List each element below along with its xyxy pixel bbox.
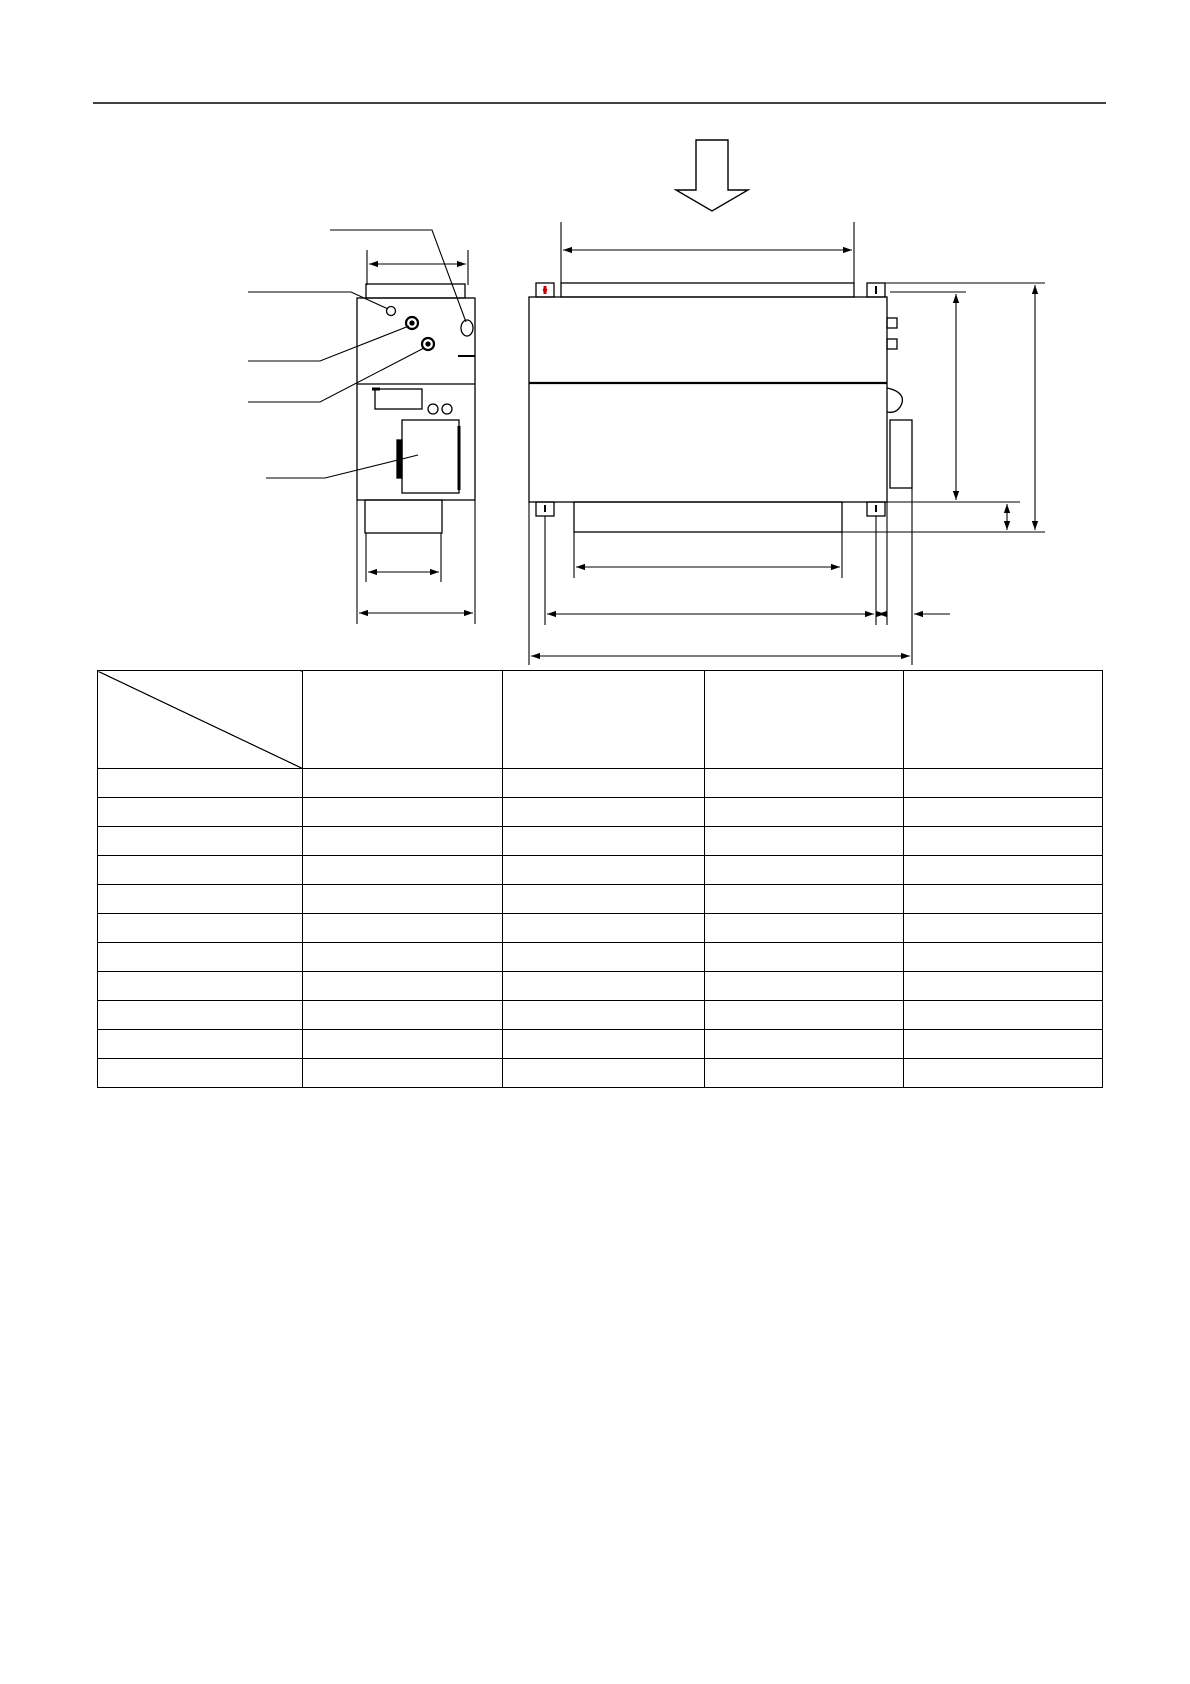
front-bottom-flange xyxy=(574,502,842,532)
front-dimensions xyxy=(529,222,1045,665)
table-cell xyxy=(904,885,1103,914)
table-cell xyxy=(503,827,705,856)
table-cell xyxy=(503,943,705,972)
table-cell xyxy=(904,769,1103,798)
header-corner-cell xyxy=(98,671,303,769)
table-cell xyxy=(904,943,1103,972)
table-cell xyxy=(303,827,503,856)
table-cell xyxy=(303,769,503,798)
front-view xyxy=(529,283,912,532)
table-cell xyxy=(303,856,503,885)
table-cell xyxy=(98,1001,303,1030)
table-cell xyxy=(303,972,503,1001)
side-bottom-flange xyxy=(365,500,442,533)
table-cell xyxy=(705,914,904,943)
vent-port-icon xyxy=(387,307,396,316)
table-cell xyxy=(98,1059,303,1088)
table-row xyxy=(98,827,1103,856)
table-cell xyxy=(904,972,1103,1001)
leader-gas-pipe xyxy=(248,348,424,402)
liquid-pipe-connection-icon xyxy=(406,317,418,329)
table-cell xyxy=(303,885,503,914)
table-cell xyxy=(303,1059,503,1088)
table-cell xyxy=(705,798,904,827)
table-cell xyxy=(904,1059,1103,1088)
indicator-1 xyxy=(428,404,438,414)
front-top-flange xyxy=(561,283,854,297)
table-cell xyxy=(303,914,503,943)
table-cell xyxy=(705,856,904,885)
table-cell xyxy=(904,856,1103,885)
table-cell xyxy=(705,1059,904,1088)
table-cell xyxy=(503,885,705,914)
table-cell xyxy=(303,798,503,827)
table-cell xyxy=(904,1001,1103,1030)
technical-drawing xyxy=(0,0,1190,670)
pipe-fitting-lower xyxy=(887,339,897,349)
table-cell xyxy=(303,1001,503,1030)
hanger-bracket-bottom-left xyxy=(536,502,554,516)
table-cell xyxy=(503,972,705,1001)
hanger-bracket-bottom-right xyxy=(867,502,885,516)
leader-vent-port xyxy=(248,292,388,309)
table-header-row xyxy=(98,671,1103,769)
table-cell xyxy=(503,798,705,827)
table-cell xyxy=(98,914,303,943)
leader-drain-outlet xyxy=(330,230,466,322)
hanger-bracket-top-left xyxy=(536,283,554,297)
table-cell xyxy=(503,769,705,798)
table-cell xyxy=(98,972,303,1001)
down-arrow-icon xyxy=(676,140,748,211)
front-body xyxy=(529,297,887,502)
table-cell xyxy=(303,943,503,972)
table-row xyxy=(98,943,1103,972)
table-row xyxy=(98,914,1103,943)
table-cell xyxy=(503,1030,705,1059)
pipe-fitting-upper xyxy=(887,318,897,328)
leader-electrical-box xyxy=(266,455,418,478)
leader-liquid-pipe xyxy=(248,326,409,361)
side-dimensions xyxy=(357,250,475,624)
table-cell xyxy=(503,1059,705,1088)
table-cell xyxy=(98,798,303,827)
table-cell xyxy=(904,798,1103,827)
table-row xyxy=(98,885,1103,914)
table-cell xyxy=(705,1030,904,1059)
table-cell xyxy=(705,943,904,972)
table-cell xyxy=(904,914,1103,943)
header-cell xyxy=(705,671,904,769)
hanger-bracket-top-right xyxy=(867,283,885,297)
table-row xyxy=(98,1030,1103,1059)
table-row xyxy=(98,798,1103,827)
table-cell xyxy=(303,1030,503,1059)
table-cell xyxy=(98,769,303,798)
header-cell xyxy=(503,671,705,769)
table-cell xyxy=(705,972,904,1001)
header-cell xyxy=(904,671,1103,769)
table-cell xyxy=(98,943,303,972)
side-top-flange xyxy=(366,284,465,298)
table-cell xyxy=(98,856,303,885)
header-cell xyxy=(303,671,503,769)
table-cell xyxy=(705,827,904,856)
table-cell xyxy=(98,827,303,856)
table-cell xyxy=(904,1030,1103,1059)
table-cell xyxy=(705,885,904,914)
electrical-box-front xyxy=(890,420,912,488)
table-row xyxy=(98,1059,1103,1088)
specification-table xyxy=(97,670,1103,1088)
table-cell xyxy=(705,769,904,798)
side-view xyxy=(357,284,475,533)
table-row xyxy=(98,769,1103,798)
indicator-2 xyxy=(442,404,452,414)
side-label-plate xyxy=(375,389,422,409)
table-row xyxy=(98,972,1103,1001)
table-cell xyxy=(904,827,1103,856)
table-cell xyxy=(98,885,303,914)
table-cell xyxy=(503,1001,705,1030)
table-cell xyxy=(503,914,705,943)
table-cell xyxy=(98,1030,303,1059)
table-cell xyxy=(705,1001,904,1030)
drain-outlet-icon xyxy=(461,320,473,336)
table-row xyxy=(98,1001,1103,1030)
table-cell xyxy=(503,856,705,885)
table-row xyxy=(98,856,1103,885)
drain-pan-outlet xyxy=(887,388,902,412)
